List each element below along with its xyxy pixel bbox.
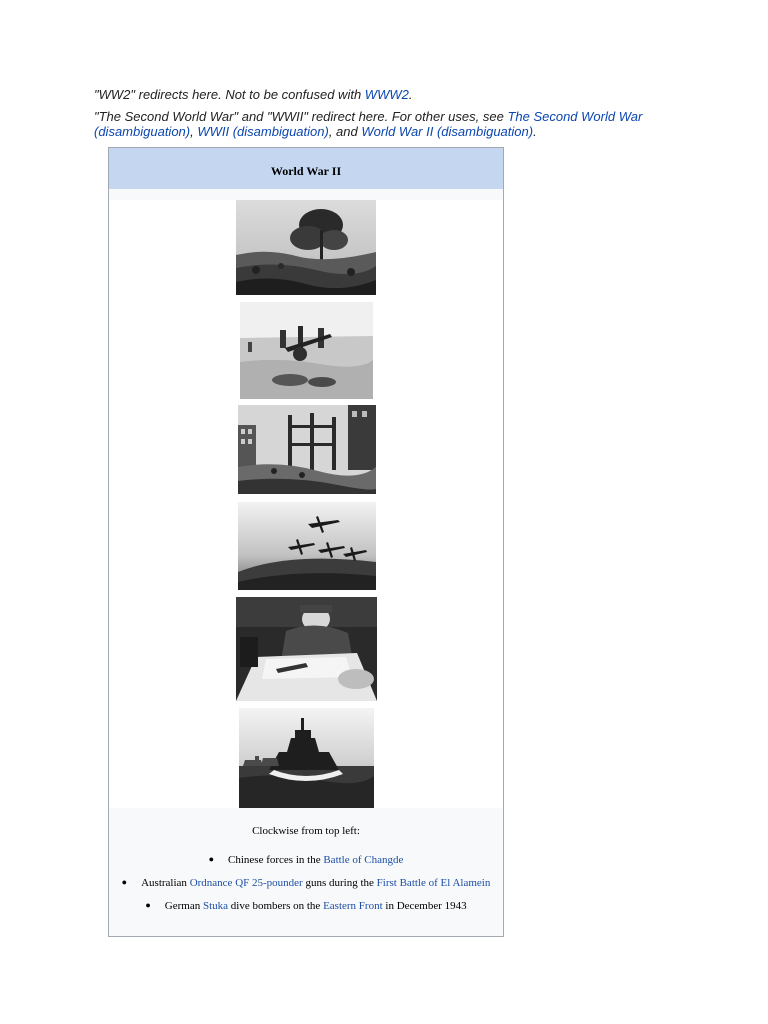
hatnote-punct: . xyxy=(408,87,413,102)
link-world-war-ii-disambiguation[interactable]: World War II (disambiguation) xyxy=(361,124,534,139)
photo-stuka-dive-bombers[interactable] xyxy=(238,502,376,590)
caption-item-stuka xyxy=(109,894,503,917)
bullet-icon: ● xyxy=(208,854,215,864)
hatnote-separator: , xyxy=(190,124,198,139)
hatnote-text: "The Second World War" and "WWII" redirect here. For other uses, see xyxy=(94,109,508,124)
caption-text: in December 1943 xyxy=(382,900,467,912)
photo-montage xyxy=(109,200,503,808)
infobox xyxy=(108,147,504,937)
link-battle-of-changde[interactable]: Battle of Changde xyxy=(323,854,404,866)
caption-text: guns during the xyxy=(302,877,377,889)
link-ordnance-qf-25-pounder[interactable]: Ordnance QF 25-pounder xyxy=(189,877,303,889)
bullet-icon: ● xyxy=(145,900,151,910)
infobox-caption xyxy=(109,808,503,917)
caption-text: Australian xyxy=(141,877,190,889)
hatnote-second-world-war xyxy=(94,109,694,139)
photo-battle-of-changde[interactable] xyxy=(236,200,376,295)
hatnote-separator: , and xyxy=(328,124,362,139)
caption-list xyxy=(109,848,503,917)
photo-battleship[interactable] xyxy=(239,708,374,808)
photo-ordnance-25-pounder[interactable] xyxy=(240,302,373,399)
caption-intro: Clockwise from top left: xyxy=(252,825,360,837)
caption-text: dive bombers on the xyxy=(228,900,324,912)
link-wwii-disambiguation[interactable]: WWII (disambiguation) xyxy=(197,124,329,139)
photo-signing-surrender[interactable] xyxy=(236,597,377,701)
link-stuka[interactable]: Stuka xyxy=(202,900,229,912)
link-www2[interactable]: WWW2 xyxy=(364,87,409,102)
caption-text: German xyxy=(164,900,203,912)
hatnote-ww2 xyxy=(94,87,694,102)
hatnote-text: "WW2" redirects here. Not to be confused with xyxy=(94,87,365,102)
infobox-title: World War II xyxy=(109,148,503,189)
caption-item-el-alamein xyxy=(109,871,503,894)
bullet-icon: ● xyxy=(121,877,128,887)
link-first-battle-of-el-alamein[interactable]: First Battle of El Alamein xyxy=(376,877,491,889)
link-second-world-war-disambiguation[interactable]: The Second World War (disambiguation) xyxy=(94,109,643,139)
link-eastern-front[interactable]: Eastern Front xyxy=(323,900,383,912)
caption-item-changde xyxy=(109,848,503,871)
hatnote-punct: . xyxy=(533,124,537,139)
photo-ruined-city[interactable] xyxy=(238,405,376,494)
caption-text: Chinese forces in the xyxy=(228,854,324,866)
